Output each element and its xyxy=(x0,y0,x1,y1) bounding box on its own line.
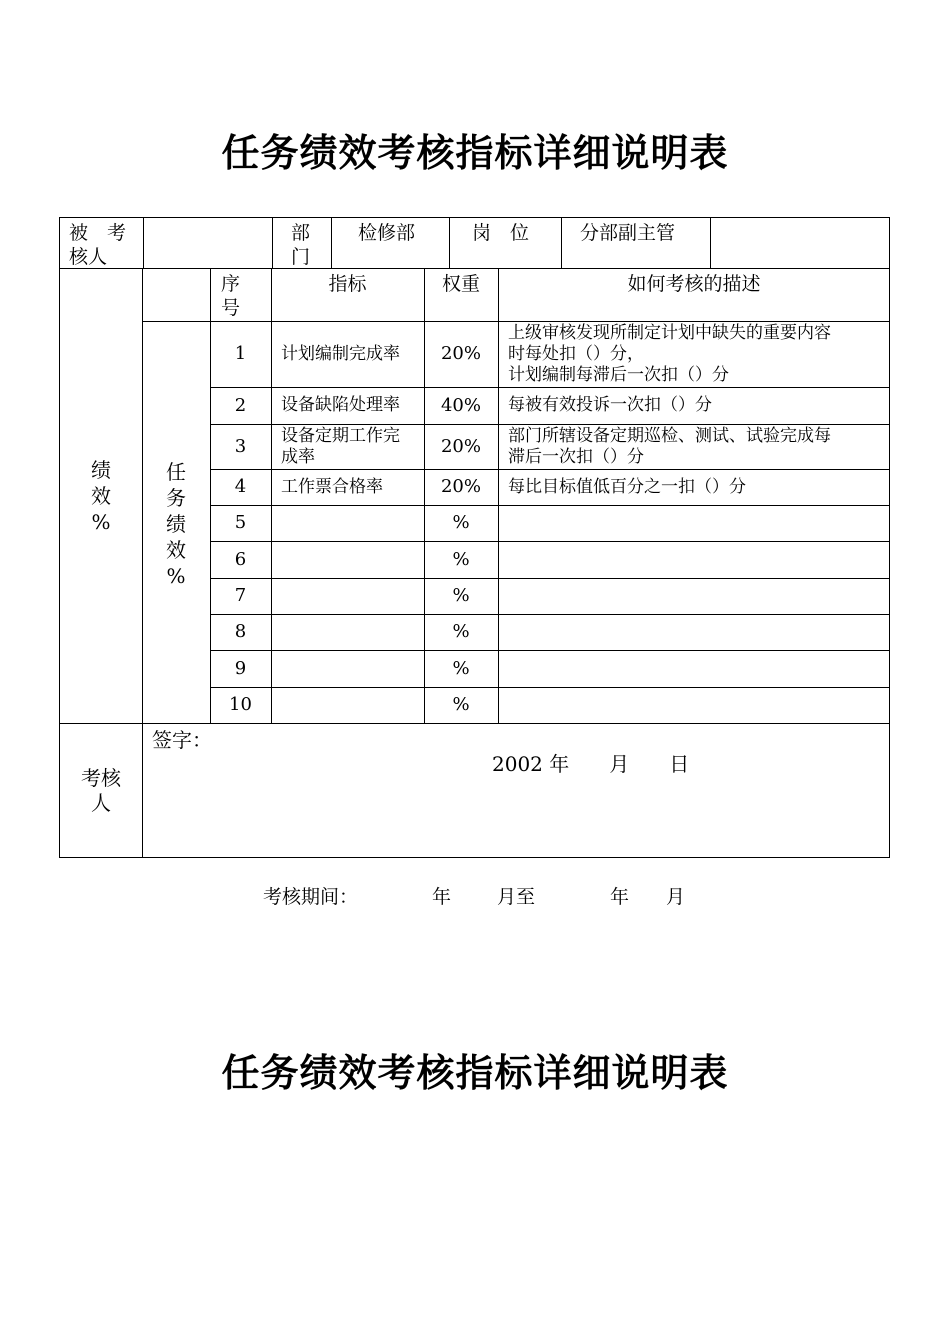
row-description-line: 每被有效投诉一次扣（）分 xyxy=(508,395,712,415)
row-indicator[interactable] xyxy=(281,426,400,468)
table-row xyxy=(60,687,890,723)
row-description-line: 时每处扣（）分， xyxy=(508,343,644,364)
inner-label-char: 任 xyxy=(166,460,186,484)
row-indicator-line: 成率 xyxy=(281,446,315,467)
assessee-name-field[interactable] xyxy=(144,218,273,268)
assessor-label xyxy=(60,766,142,816)
assessee-info-row xyxy=(59,217,890,269)
row-weight[interactable]: 20% xyxy=(440,343,481,364)
row-weight[interactable]: 20% xyxy=(440,435,481,457)
position-value: 分部副主管 xyxy=(580,222,676,244)
dept-label-line2: 门 xyxy=(291,246,311,268)
extra-field[interactable] xyxy=(711,218,889,268)
row-weight[interactable]: % xyxy=(452,621,470,642)
table-row xyxy=(60,541,890,578)
assessee-label-line1: 被 考 xyxy=(69,222,127,244)
row-description-line: 计划编制每滞后一次扣（）分 xyxy=(508,364,729,385)
dept-value: 检修部 xyxy=(358,222,416,244)
row-weight[interactable]: % xyxy=(452,657,470,679)
row-description-line: 滞后一次扣（）分 xyxy=(508,446,644,467)
row-description-line: 每比目标值低百分之一扣（）分 xyxy=(508,476,746,497)
period-year-from: 年 xyxy=(432,886,452,908)
inner-label-char: 务 xyxy=(166,486,186,510)
row-seq: 10 xyxy=(229,694,252,715)
row-weight[interactable]: % xyxy=(452,585,470,606)
row-seq: 3 xyxy=(234,435,247,457)
table-row xyxy=(60,505,890,541)
row-indicator-line: 设备定期工作完 xyxy=(281,425,400,446)
row-seq: 5 xyxy=(234,512,247,533)
row-indicator[interactable] xyxy=(281,344,400,365)
row-indicator-line: 工作票合格率 xyxy=(281,476,383,497)
table-row xyxy=(60,469,890,505)
assessor-label-line1: 考核 xyxy=(81,766,121,790)
page-title: 任务绩效考核指标详细说明表 xyxy=(221,131,729,175)
row-seq: 1 xyxy=(234,343,247,364)
row-weight[interactable]: % xyxy=(452,694,470,715)
inner-label-char: 效 xyxy=(166,538,186,562)
row-weight[interactable]: 20% xyxy=(440,476,481,497)
row-seq: 6 xyxy=(234,548,247,570)
row-indicator[interactable] xyxy=(281,395,400,416)
row-indicator-line: 设备缺陷处理率 xyxy=(281,395,400,415)
signature-date[interactable]: 2002 年 月 日 xyxy=(492,752,690,776)
table-row xyxy=(60,578,890,614)
row-weight[interactable]: % xyxy=(452,548,470,570)
assessor-label-line2: 人 xyxy=(91,791,111,815)
header-description: 如何考核的描述 xyxy=(627,273,761,295)
row-seq: 8 xyxy=(234,621,247,642)
row-indicator[interactable] xyxy=(281,477,383,498)
table-row xyxy=(60,387,890,424)
period-year-to: 年 xyxy=(610,886,630,908)
dept-value-cell[interactable] xyxy=(332,218,450,268)
assessor-block xyxy=(59,723,890,858)
row-seq: 4 xyxy=(234,476,247,497)
performance-table xyxy=(59,269,890,724)
period-label: 考核期间： xyxy=(263,886,359,908)
row-seq: 7 xyxy=(234,585,247,606)
table-row xyxy=(60,424,890,469)
dept-label-line1: 部 xyxy=(291,222,311,244)
row-description[interactable] xyxy=(508,477,746,498)
header-seq-line1: 序 xyxy=(221,273,241,295)
row-seq: 9 xyxy=(234,657,247,679)
inner-label-char: % xyxy=(166,564,186,588)
outer-label-char: 绩 xyxy=(91,458,111,482)
row-description[interactable] xyxy=(508,395,712,416)
table-row xyxy=(60,650,890,687)
table-row xyxy=(60,321,890,387)
row-weight[interactable]: % xyxy=(452,512,470,533)
period-month-end: 月 xyxy=(666,886,686,908)
header-weight: 权重 xyxy=(441,273,480,295)
outer-label-char: % xyxy=(91,510,111,534)
position-label-cell xyxy=(450,218,562,268)
period-month-to: 月至 xyxy=(497,886,536,908)
page-title-repeat: 任务绩效考核指标详细说明表 xyxy=(221,1051,729,1095)
position-label: 岗 位 xyxy=(472,222,530,244)
header-seq-line2: 号 xyxy=(221,297,241,319)
inner-label-char: 绩 xyxy=(166,512,186,536)
assessee-label-line2: 核人 xyxy=(69,246,108,268)
row-indicator-line: 计划编制完成率 xyxy=(281,343,400,364)
header-indicator: 指标 xyxy=(328,273,367,295)
row-description[interactable] xyxy=(508,323,831,386)
row-description-line: 上级审核发现所制定计划中缺失的重要内容 xyxy=(508,322,831,343)
row-description-line: 部门所辖设备定期巡检、测试、试验完成每 xyxy=(508,425,831,446)
signature-label: 签字： xyxy=(152,728,212,752)
table-row xyxy=(60,614,890,650)
outer-label-char: 效 xyxy=(91,484,111,508)
assessee-label-cell xyxy=(60,218,144,268)
divider xyxy=(142,724,143,857)
position-value-cell[interactable] xyxy=(562,218,711,268)
dept-label-cell xyxy=(273,218,332,268)
row-weight[interactable]: 40% xyxy=(440,394,481,416)
row-seq: 2 xyxy=(234,394,247,416)
row-description[interactable] xyxy=(508,426,831,468)
